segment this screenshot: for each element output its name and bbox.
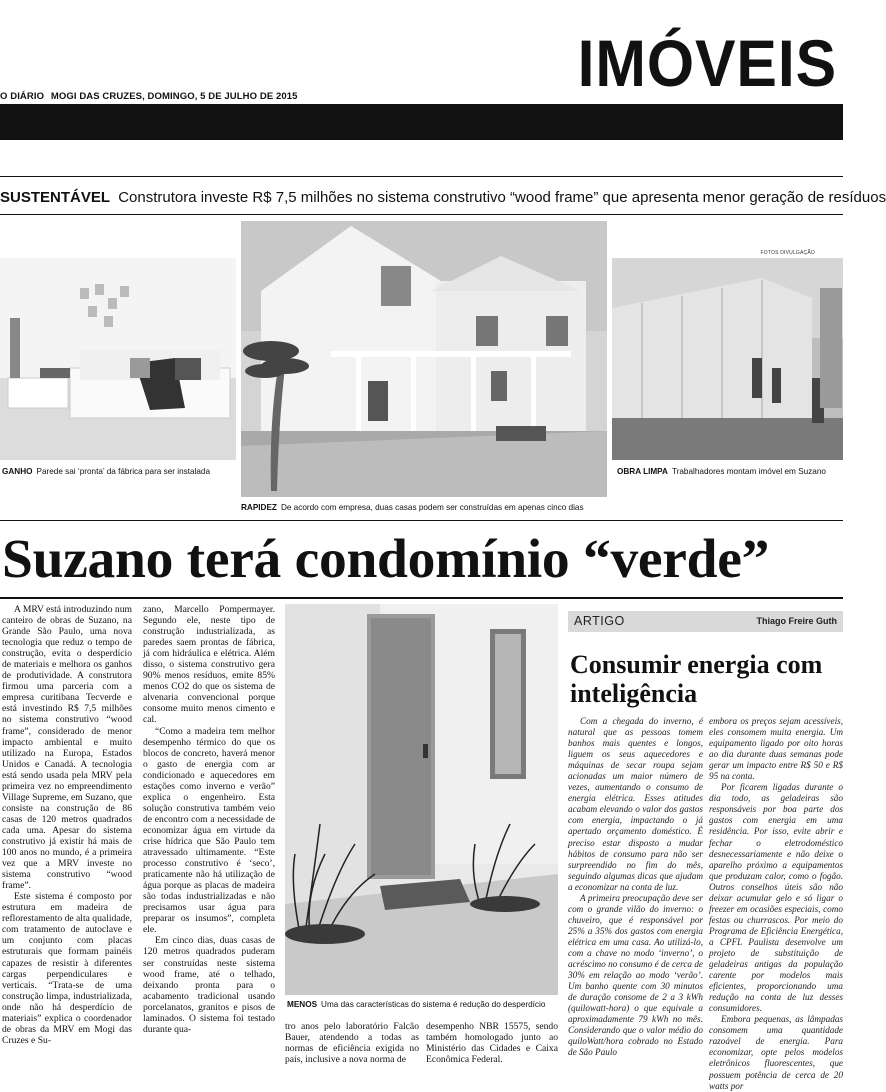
divider xyxy=(0,597,843,599)
artigo-author: Thiago Freire Guth xyxy=(756,616,837,626)
paragraph: Com a chegada do inverno, é natural que as pessoas tomem banhos mais quentes e longos, liguem os seus aquecedores e máquinas de secar roupa sejam acionadas um maior número de vezes, aumentando o consumo de energia elétrica. Esses atitudes acabam elevando o valor dos gastos com energia, impactando o já apertado orçamento doméstico. É preciso estar disposto a mudar hábitos de consumo para não ser surpreendido no fim do mês, seguindo algumas dicas que ajudam a economizar na conta de luz. xyxy=(568,716,703,892)
paragraph: zano, Marcello Pompermayer. Segundo ele, neste tipo de construção industrializada, as paredes saem prontas de fábrica, já com hidráulica e elétrica. Além disso, o sistema construtivo gera 90% menos resíduos, emite 85% menos CO2 do que os sistema de alvenaria convencional porque consome muito menos cimento e cal. xyxy=(143,604,275,726)
photo-construction xyxy=(612,258,843,460)
paragraph: A primeira preocupação deve ser com o grande vilão do inverno: o chuveiro, que é responsável por 25% a 35% dos gastos com energia elétrica em uma casa. Ao utilizá-lo, com a chave no modo ‘inverno’, o acréscimo no consumo é de cerca de 30% em relação ao modo ‘verão’. Um banho quente com 30 minutos de duração consome de 2 a 3 kWh (quilowatt-hora) o que equivale a aproximadamente 79 kWh no mês. Considerando que o valor médio do quiloWatt/hora cobrado no Estado de São Paulo xyxy=(568,892,703,1058)
header-bar xyxy=(0,104,843,140)
paragraph: A MRV está introduzindo num canteiro de obras de Suzano, na Grande São Paulo, uma nova tecnologia que reduz o tempo de construção, evita o desperdício de materiais e melhora os ganhos de produtividade. A construtora firmou uma parceria com a empresa curitibana Tecverde e está investindo R$ 7,5 milhões no sistema construtivo “wood frame”, considerado de menor impacto ambiental e muito utilizado na Europa, Estados Unidos e Canadá. A tecnologia está sendo usada pela MRV pela primeira vez no empreendimento Village Supreme, em Suzano, que consiste na construção de 86 casas de 120 metros quadrados cada uma. Apesar do sistema construtivo já existir há mais de 100 anos no mundo, é a primeira vez que a MRV investe no sistema construtivo “wood frame”. xyxy=(2,604,132,892)
paragraph: “Como a madeira tem melhor desempenho térmico do que os blocos de concreto, haverá menor o gasto de energia com ar condicionado e aquecedores em estações como inverno e verão” explica o engenheiro. Esta solução construtiva também veio de encontro com a necessidade de economizar água em virtude da crise hídrica que São Paulo tem atravessado ultimamente. “Este processo construtivo é ‘seco’, praticamente não há utilização de água porque as placas de madeira são todas industrializadas e não precisamos usar água para preparar os insumos”, completa ele. xyxy=(143,725,275,936)
article-column-2 xyxy=(709,716,843,1091)
photo-door-garden xyxy=(285,604,558,995)
paragraph: Por ficarem ligadas durante o dia todo, as geladeiras são responsáveis por boa parte dos gastos com energia em uma residência. Por isso, evite abrir e fechar o eletrodoméstico desnecessariamente e não deixe o aparelho próximo a equipamentos que produzam calor, como o fogão. Outros conselhos úteis são não deixar acumular gelo e só ligar o freezer em ocasiões especiais, como festas ou churrascos. Por meio do Programa de Eficiência Energética, a CPFL Paulista desenvolve um projeto de substituição de geladeiras antigas da população carente por modelos mais eficientes, proporcionando uma redução na conta de luz desses consumidores. xyxy=(709,782,843,1014)
kicker-text: Construtora investe R$ 7,5 milhões no sistema construtivo “wood frame” que apresenta menor geração de resíduos xyxy=(118,189,886,206)
body-column-3 xyxy=(285,1021,419,1065)
caption-text: Trabalhadores montam imóvel em Suzano xyxy=(671,467,826,476)
paragraph: embora os preços sejam acessíveis, eles consomem muita energia. Um equipamento ligado por oito horas ao dia durante duas semanas pode gerar um impacto entre R$ 50 e R$ 95 na conta. xyxy=(709,716,843,782)
divider xyxy=(0,176,843,177)
photo-living-room xyxy=(0,258,236,460)
kicker-tag: SUSTENTÁVEL xyxy=(0,189,111,206)
date-text: MOGI DAS CRUZES, DOMINGO, 5 DE JULHO DE 2015 xyxy=(50,91,298,102)
article-title: Consumir energia com inteligência xyxy=(570,650,823,708)
article-column-1 xyxy=(568,716,703,1073)
photo-caption xyxy=(287,1000,545,1010)
artigo-label: ARTIGO xyxy=(574,614,625,628)
paragraph: Em cinco dias, duas casas de 120 metros quadrados puderam ser construídas neste sistema wood frame, até o telhado, deixando pronta para o acabamento tradicional usando porcelanatos, granitos e pisos de laminados. O sistema foi testado durante qua- xyxy=(143,935,275,1035)
paragraph: Este sistema é composto por estrutura em madeira de reflorestamento de alta qualidade, com tratamento de autoclave e um conjunto com placas estruturais que formam painéis capazes de resistir à diferentes cargas perpendiculares e verticais. “Trata-se de uma construção limpa, industrializada, onde não há desperdício de materiais” explica o coordenador de obras da MRV em Mogi das Cruzes e Su- xyxy=(2,891,132,1046)
body-column-1 xyxy=(2,604,132,1046)
photo-caption xyxy=(2,467,210,477)
caption-tag: MENOS xyxy=(287,1000,318,1009)
divider xyxy=(0,520,843,521)
divider xyxy=(0,214,843,215)
section-title: IMÓVEIS xyxy=(577,26,837,100)
caption-text: Parede sai ‘pronta’ da fábrica para ser instalada xyxy=(36,467,211,476)
photo-houses xyxy=(241,221,607,497)
caption-tag: OBRA LIMPA xyxy=(617,467,668,476)
caption-text: De acordo com empresa, duas casas podem ser construídas em apenas cinco dias xyxy=(280,503,584,512)
publication-name: O DIÁRIO xyxy=(0,91,45,102)
photo-caption xyxy=(617,467,826,477)
photo-credit: FOTOS DIVULGAÇÃO xyxy=(760,250,815,256)
paragraph: Embora pequenas, as lâmpadas consomem uma quantidade razoável de energia. Para economizar, opte pelos modelos eletrônicos fluorescentes, que possuem potência de cerca de 20 watts por xyxy=(709,1014,843,1091)
body-column-2 xyxy=(143,604,275,1035)
kicker xyxy=(0,189,886,206)
body-column-4 xyxy=(426,1021,558,1065)
dateline xyxy=(0,91,298,102)
caption-tag: GANHO xyxy=(2,467,33,476)
photo-caption xyxy=(241,503,584,513)
caption-tag: RAPIDEZ xyxy=(241,503,277,512)
headline: Suzano terá condomínio “verde” xyxy=(2,528,770,589)
paragraph: tro anos pelo laboratório Falcão Bauer, atendendo a todas as normas de eficiência exigida no país, inclusive a nova norma de xyxy=(285,1021,419,1066)
paragraph: desempenho NBR 15575, sendo também homologado junto ao Ministério das Cidades e Caixa Econômica Federal. xyxy=(426,1021,558,1066)
caption-text: Uma das características do sistema é redução do desperdício xyxy=(321,1000,546,1009)
